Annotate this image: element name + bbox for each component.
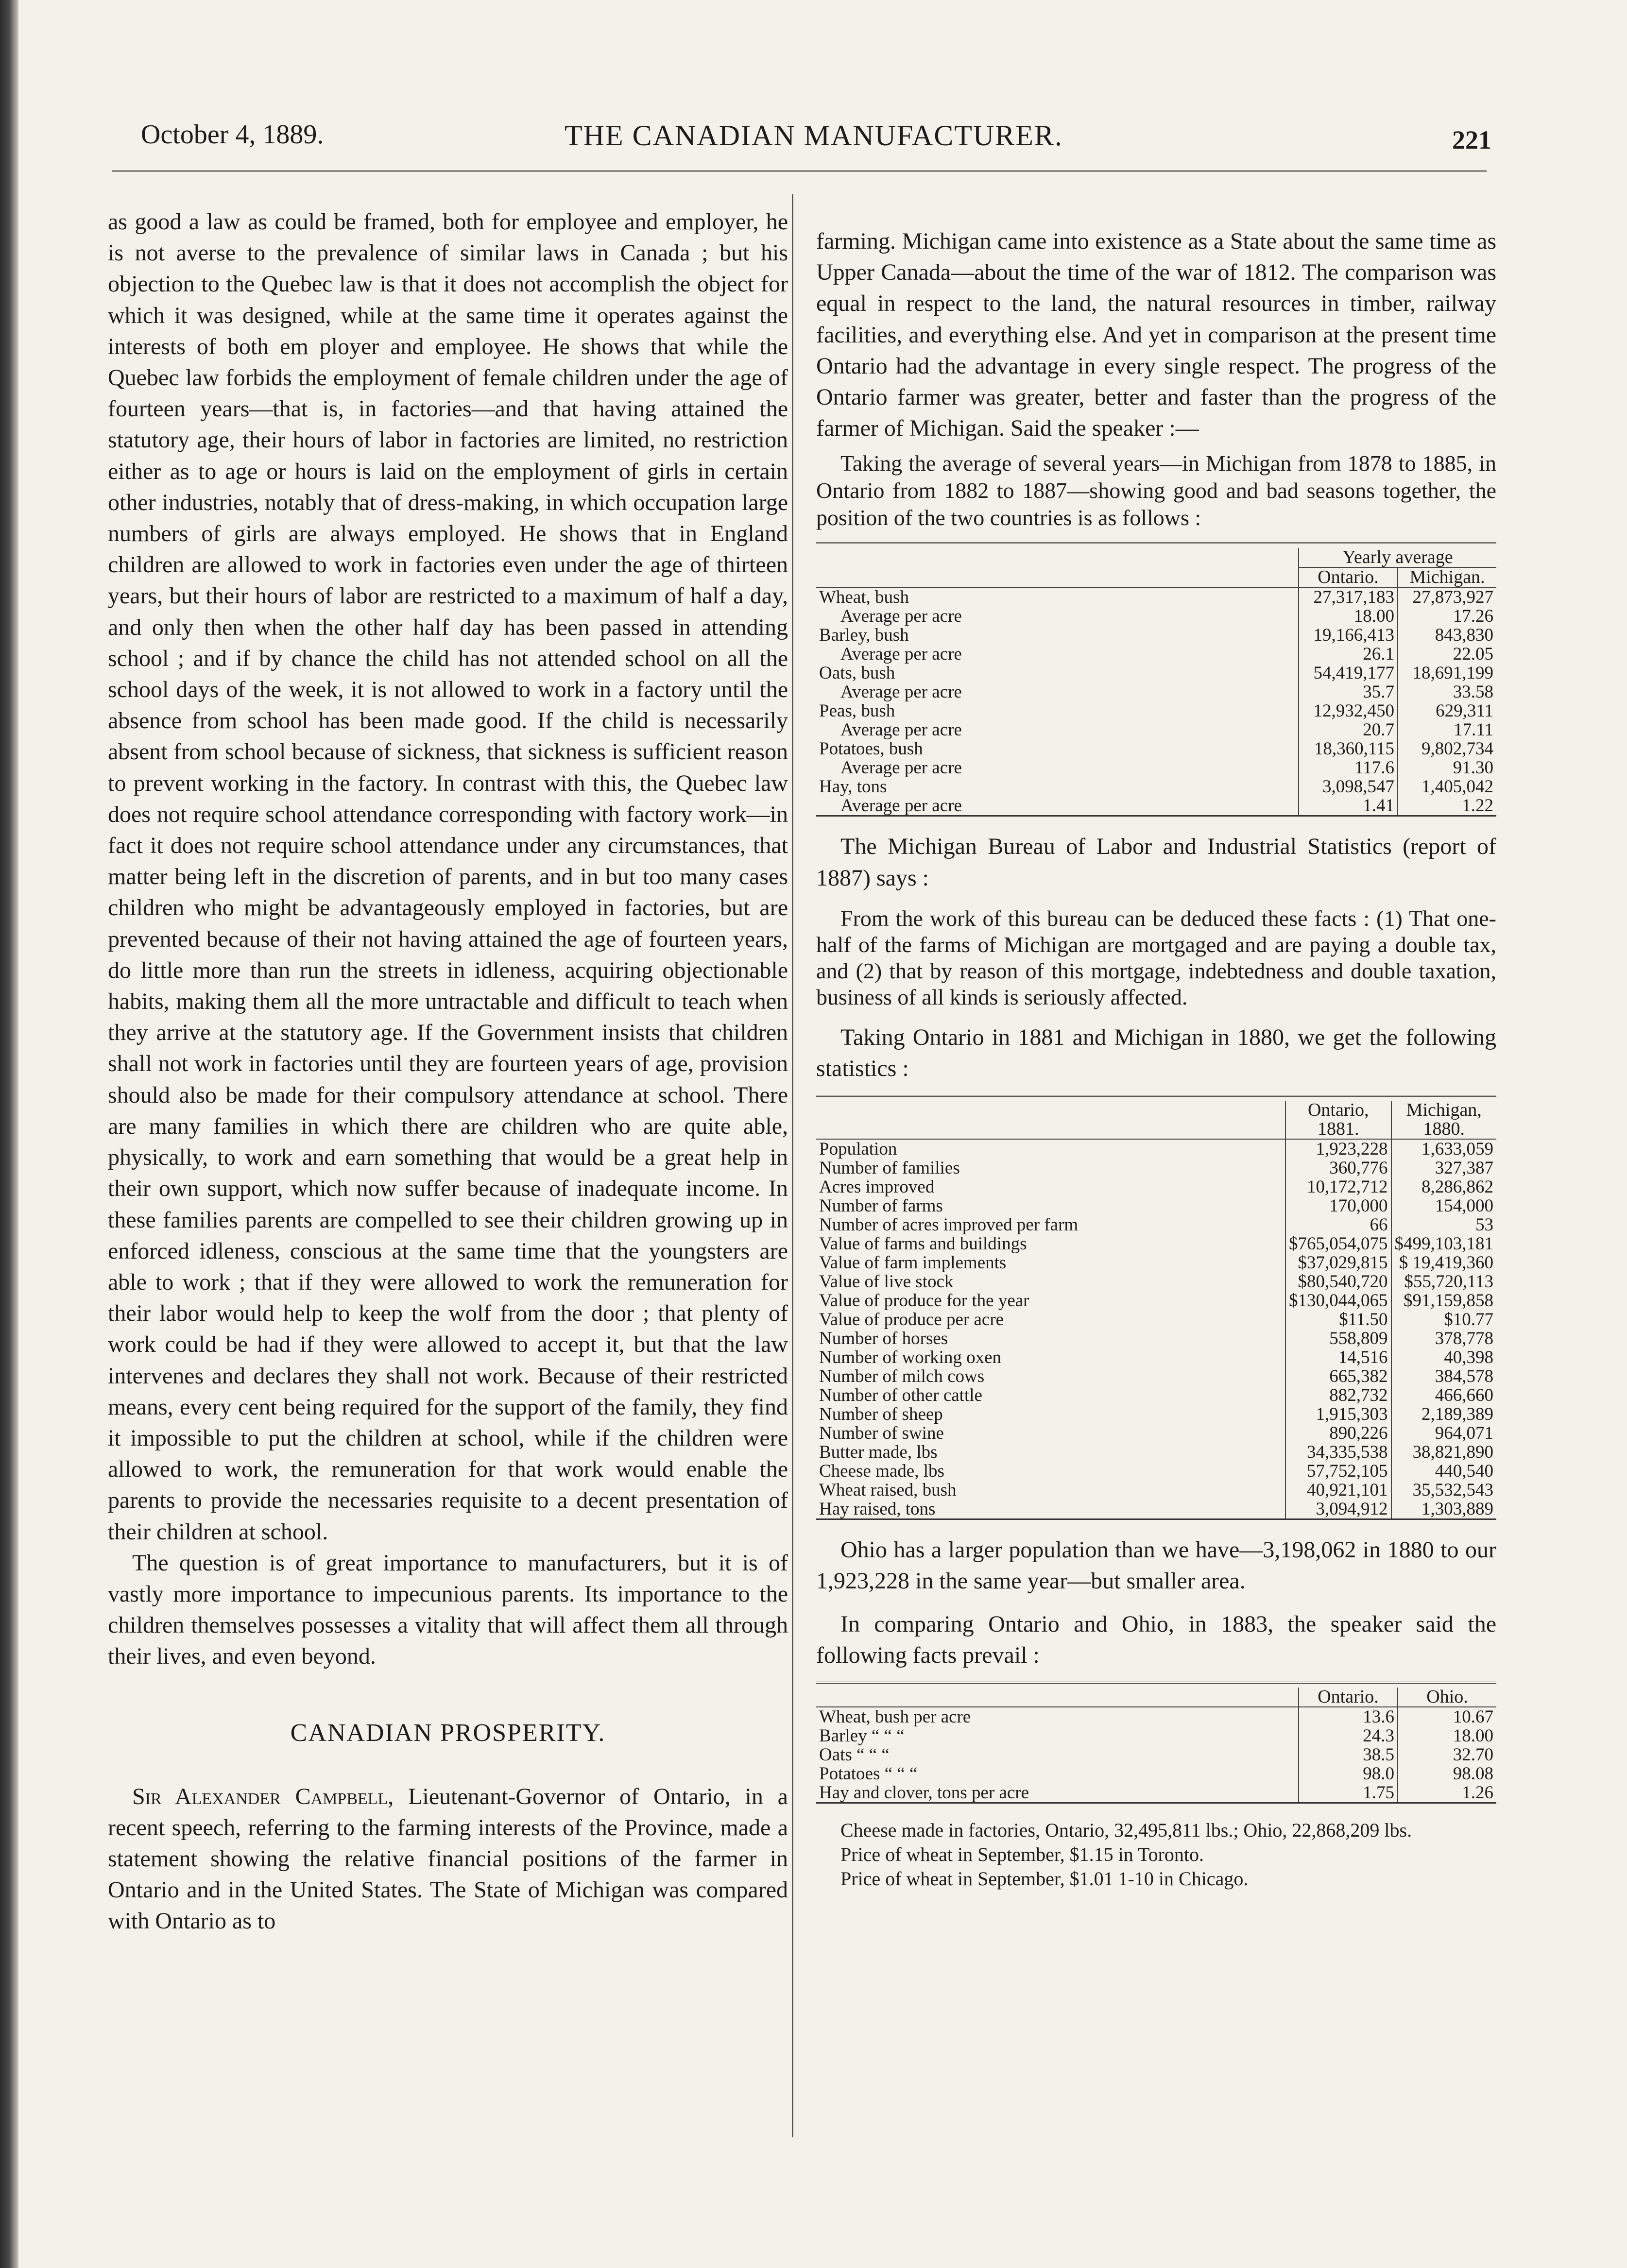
table-row [816,1726,1496,1745]
row-label: Hay raised, tons [819,1499,936,1519]
row-label: Barley, bush [819,625,909,646]
cell-ontario: 360,776 [1285,1159,1391,1177]
table-row [816,701,1496,720]
cell-ontario: 26.1 [1299,645,1398,664]
row-label: Number of farms [819,1196,943,1216]
row-label: Oats “ “ “ [819,1745,890,1765]
cell-michigan: 38,821,890 [1391,1443,1497,1462]
column-header: Ontario, 1881. [1285,1101,1391,1139]
cell-ontario: 3,098,547 [1299,777,1398,796]
ontario-michigan-table [816,1095,1496,1520]
table-row [816,720,1496,739]
cell-ontario: 13.6 [1299,1707,1398,1726]
section-heading: CANADIAN PROSPERITY. [290,1719,606,1747]
speaker-name: Sir Alexander Campbell, [132,1783,394,1809]
left-column [108,206,788,1937]
cell-michigan: 843,830 [1398,626,1496,645]
column-header: Ohio. [1398,1688,1496,1707]
table-row [816,1159,1496,1177]
cell-michigan: 22.05 [1398,645,1496,664]
cell-ontario: 24.3 [1299,1726,1398,1745]
cell-ontario: 98.0 [1299,1764,1398,1783]
row-label: Number of other cattle [819,1385,982,1406]
cell-ontario: 57,752,105 [1285,1462,1391,1481]
table-row [816,1329,1496,1348]
cell-michigan: 2,189,389 [1391,1405,1497,1424]
article-paragraph: farming. Michigan came into existence as a State about the same time as Upper Canada—about the time of the war of 1812. The comparison was equal in respect to the land, the natural resources in timber, railway facilities, and everything else. And yet in comparison at the present time Ontario had the advantage in every single respect. The progress of the Ontario farmer was greater, better and faster than the progress of the farmer of Michigan. Said the speaker :— [816,228,1496,442]
cell-ontario: 35.7 [1299,682,1398,701]
cell-michigan: 33.58 [1398,682,1496,701]
ontario-ohio-table [816,1682,1496,1804]
table-row [816,796,1496,815]
article-paragraph: In comparing Ontario and Ohio, in 1883, the speaker said the following facts prevail : [816,1611,1496,1668]
quoted-paragraph: From the work of this bureau can be deduced these facts : (1) That one-half of the farms of Michigan are mortgaged and are paying a double tax, and (2) that by reason of this mortgage, indebtedness and double taxation, business of all kinds is seriously affected. [816,905,1496,1009]
row-label: Value of live stock [819,1272,954,1292]
row-label: Number of families [819,1158,960,1178]
table-row [816,1462,1496,1481]
footnote: Price of wheat in September, $1.15 in Toronto. [840,1843,1204,1866]
cell-michigan: 27,873,927 [1398,587,1496,607]
cell-michigan: $55,720,113 [1391,1272,1497,1291]
table-row [816,1386,1496,1405]
table-row [816,1481,1496,1500]
page-number: 221 [1452,125,1491,154]
header-rule [112,170,1487,172]
row-label: Barley “ “ “ [819,1726,905,1746]
table-row [816,1405,1496,1424]
cell-michigan: 17.26 [1398,607,1496,626]
row-label: Average per acre [840,758,962,778]
row-label: Acres improved [819,1177,935,1197]
row-label: Potatoes “ “ “ [819,1764,918,1784]
cell-michigan: 1,633,059 [1391,1139,1497,1159]
cell-ontario: 1.75 [1299,1783,1398,1802]
paragraph-text: Lieutenant-Governor of Ontario, in a recent speech, referring to the farming interests of the Province, made a statement showing the relative financial positions of the farmer in Ontario and in the United States. The State of Michigan was compared with Ontario as to [108,1783,788,1934]
yearly-average-table [816,542,1496,817]
row-label: Peas, bush [819,701,895,721]
cell-michigan: $10.77 [1391,1310,1497,1329]
row-label: Number of swine [819,1423,944,1444]
cell-ontario: 1.41 [1299,796,1398,815]
cell-michigan: 466,660 [1391,1386,1497,1405]
cell-ontario: 34,335,538 [1285,1443,1391,1462]
cell-ontario: 3,094,912 [1285,1500,1391,1518]
cell-michigan: $91,159,858 [1391,1291,1497,1310]
article-paragraph [108,1781,788,1937]
row-label: Number of working oxen [819,1347,1002,1368]
article-paragraph: The question is of great importance to manufacturers, but it is of vastly more importance to impecunious parents. Its importance to the children themselves possesses a vitality that will affect them all through their lives, and even beyond. [108,1550,788,1670]
row-label: Hay and clover, tons per acre [819,1783,1029,1803]
article-paragraph: Taking Ontario in 1881 and Michigan in 1880, we get the following statistics : [816,1024,1496,1082]
article-paragraph: The Michigan Bureau of Labor and Industrial Statistics (report of 1887) says : [816,834,1496,891]
table-row [816,1177,1496,1196]
cell-ontario: 38.5 [1299,1745,1398,1764]
publication-title: THE CANADIAN MANUFACTURER. [565,119,1063,152]
table-row [816,1291,1496,1310]
cell-ontario: $80,540,720 [1285,1272,1391,1291]
cell-ohio: 10.67 [1398,1707,1496,1726]
row-label: Value of farms and buildings [819,1234,1027,1254]
cell-michigan: 40,398 [1391,1348,1497,1367]
page-edge-shadow [0,0,18,2268]
table-row [816,664,1496,682]
table-row [816,1443,1496,1462]
cell-ontario: $37,029,815 [1285,1253,1391,1272]
row-label: Number of sheep [819,1404,943,1425]
row-label: Value of produce for the year [819,1291,1029,1311]
cell-ontario: 40,921,101 [1285,1481,1391,1500]
cell-ohio: 32.70 [1398,1745,1496,1764]
cell-ontario: $765,054,075 [1285,1234,1391,1253]
cell-ontario: 10,172,712 [1285,1177,1391,1196]
cell-ontario: 54,419,177 [1299,664,1398,682]
cell-ohio: 18.00 [1398,1726,1496,1745]
table-row [816,1196,1496,1215]
footnote: Price of wheat in September, $1.01 1-10 in Chicago. [840,1868,1249,1890]
cell-ontario: 665,382 [1285,1367,1391,1386]
cell-ontario: 20.7 [1299,720,1398,739]
table-row [816,626,1496,645]
right-column [816,226,1496,1891]
row-label: Butter made, lbs [819,1442,938,1463]
table-row [816,1424,1496,1443]
row-label: Potatoes, bush [819,739,923,759]
cell-michigan: 91.30 [1398,758,1496,777]
cell-michigan: 18,691,199 [1398,664,1496,682]
row-label: Average per acre [840,682,962,702]
cell-ohio: 98.08 [1398,1764,1496,1783]
row-label: Number of milch cows [819,1366,985,1387]
table-row [816,1253,1496,1272]
cell-michigan: 964,071 [1391,1424,1497,1443]
cell-ontario: 1,923,228 [1285,1139,1391,1159]
article-paragraph: Ohio has a larger population than we have—3,198,062 in 1880 to our 1,923,228 in the same year—but smaller area. [816,1537,1496,1594]
row-label: Hay, tons [819,777,887,797]
table-row [816,1139,1496,1159]
cell-michigan: 17.11 [1398,720,1496,739]
column-header: Michigan. [1398,567,1496,587]
row-label: Wheat, bush [819,587,909,608]
table-group-header: Yearly average [1299,548,1496,567]
article-paragraph: as good a law as could be framed, both for employee and employer, he is not averse to the prevalence of similar laws in Canada ; but his objection to the Quebec law is that it does not accomplish the object for which it was designed, while at the same time it operates against the interests of both em ployer and employee. He shows that while the Quebec law forbids the employment of female children under the age of fourteen years—that is, in factories—and that having attained the statutory age, their hours of labor in factories are limited, no restriction either as to age or hours is laid on the employment of girls in certain other industries, notably that of dress-making, in which occupation large numbers of girls are always employed. He shows that in England children are allowed to work in factories even under the age of thirteen years, but their hours of labor are restricted to a maximum of half a day, and only then when the other half day has been passed in attending school ; and if by chance the child has not attended school on all the school days of the week, it is not allowed to work in a factory until the absence from school has been made good. If the child is necessarily absent from school because of sickness, that sickness is sufficient reason to prevent working in the factory. In contrast with this, the Quebec law does not require school attendance corresponding with factory work—in fact it does not require school attendance under any circumstances, that matter being left in the discretion of parents, and in but too many cases children who might be advantageously employed in factories, but are prevented because of their not having attained the age of fourteen years, do little more than run the streets in idleness, acquiring objectionable habits, making them all the more untractable and difficult to teach when they arrive at the statutory age. If the Government insists that children shall not work in factories until they are fourteen years of age, provision should also be made for their compulsory attendance at school. There are many families in which there are children who are quite able, physically, to work and earn something that would be a great help in their own support, which now suffer because of inadequate income. In these families parents are compelled to see their children growing up in enforced idleness, conscious at the same time that the youngsters are able to work ; that if they were allowed to work the remuneration for their labor would help to keep the wolf from the door ; that plenty of work could be had if they were allowed to accept it, but that the law intervenes and declares they shall not work. Because of their restricted means, every cent being required for the support of the family, they find it impossible to put the children at school, while if the children were allowed to work, the remuneration for that work would enable the parents to provide the necessaries requisite to a decent presentation of their children at school. [108,209,788,1545]
table-row [816,645,1496,664]
table-row [816,777,1496,796]
table-row [816,682,1496,701]
table-row [816,739,1496,758]
cell-ontario: 18,360,115 [1299,739,1398,758]
cell-michigan: 1,405,042 [1398,777,1496,796]
table-row [816,1367,1496,1386]
table-row [816,1234,1496,1253]
row-label: Average per acre [840,720,962,740]
cell-michigan: 9,802,734 [1398,739,1496,758]
cell-ontario: 882,732 [1285,1386,1391,1405]
article-paragraph: Taking the average of several years—in Michigan from 1878 to 1885, in Ontario from 1882 to 1887—showing good and bad seasons together, the position of the two countries is as follows : [816,451,1496,530]
row-label: Average per acre [840,796,962,816]
row-label: Value of farm implements [819,1253,1007,1273]
row-label: Oats, bush [819,663,895,683]
cell-ontario: 19,166,413 [1299,626,1398,645]
cell-michigan: 1.22 [1398,796,1496,815]
row-label: Wheat, bush per acre [819,1707,971,1727]
cell-ontario: 890,226 [1285,1424,1391,1443]
row-label: Average per acre [840,606,962,627]
table-row [816,758,1496,777]
cell-michigan: 327,387 [1391,1159,1497,1177]
cell-michigan: 440,540 [1391,1462,1497,1481]
row-label: Wheat raised, bush [819,1480,957,1501]
cell-ontario: 117.6 [1299,758,1398,777]
cell-michigan: 53 [1391,1215,1497,1234]
cell-ontario: 18.00 [1299,607,1398,626]
cell-michigan: 154,000 [1391,1196,1497,1215]
cell-ontario: 1,915,303 [1285,1405,1391,1424]
cell-michigan: $499,103,181 [1391,1234,1497,1253]
table-row [816,587,1496,607]
row-label: Average per acre [840,644,962,665]
table-row [816,1272,1496,1291]
table-row [816,1310,1496,1329]
cell-michigan: 384,578 [1391,1367,1497,1386]
issue-date: October 4, 1889. [141,119,324,150]
footnotes [816,1818,1496,1891]
row-label: Population [819,1139,897,1160]
table-row [816,1215,1496,1234]
row-label: Value of produce per acre [819,1310,1004,1330]
cell-michigan: 8,286,862 [1391,1177,1497,1196]
cell-ontario: 66 [1285,1215,1391,1234]
table-row [816,607,1496,626]
cell-michigan: 629,311 [1398,701,1496,720]
table-row [816,1348,1496,1367]
cell-ontario: 558,809 [1285,1329,1391,1348]
table-row [816,1783,1496,1802]
cell-michigan: $ 19,419,360 [1391,1253,1497,1272]
row-label: Number of acres improved per farm [819,1215,1079,1235]
column-divider [792,194,793,2137]
cell-michigan: 35,532,543 [1391,1481,1497,1500]
row-label: Number of horses [819,1329,948,1349]
table-row [816,1500,1496,1518]
column-header: Ontario. [1299,567,1398,587]
cell-ontario: $130,044,065 [1285,1291,1391,1310]
cell-ontario: 12,932,450 [1299,701,1398,720]
cell-michigan: 378,778 [1391,1329,1497,1348]
column-header: Ontario. [1299,1688,1398,1707]
column-header: Michigan, 1880. [1391,1101,1497,1139]
cell-ohio: 1.26 [1398,1783,1496,1802]
page-header [136,119,1491,163]
table-row [816,1745,1496,1764]
row-label: Cheese made, lbs [819,1461,944,1482]
cell-ontario: 14,516 [1285,1348,1391,1367]
cell-michigan: 1,303,889 [1391,1500,1497,1518]
cell-ontario: 27,317,183 [1299,587,1398,607]
table-row [816,1707,1496,1726]
table-row [816,1764,1496,1783]
cell-ontario: 170,000 [1285,1196,1391,1215]
cell-ontario: $11.50 [1285,1310,1391,1329]
footnote: Cheese made in factories, Ontario, 32,495,811 lbs.; Ohio, 22,868,209 lbs. [840,1819,1412,1842]
